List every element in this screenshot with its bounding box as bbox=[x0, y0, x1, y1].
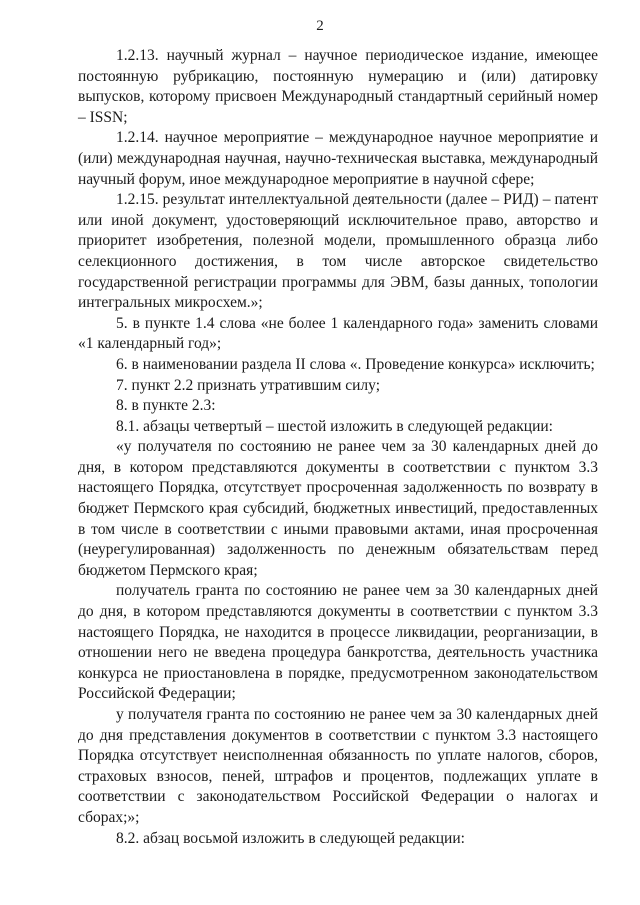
paragraph-item-5: 5. в пункте 1.4 слова «не более 1 календарного года» заменить словами «1 календарный год»; bbox=[78, 314, 598, 353]
paragraph-1-2-14: 1.2.14. научное мероприятие – международное научное мероприятие и (или) международная научная, научно-техническая выставка, международный научный форум, иное международное мероприятие в научной сфере; bbox=[78, 129, 598, 188]
page-number: 2 bbox=[316, 18, 324, 34]
paragraph-item-8-1: 8.1. абзацы четвертый – шестой изложить в следующей редакции: bbox=[116, 417, 553, 435]
paragraph-quote-2: получатель гранта по состоянию не ранее чем за 30 календарных дней до дня, в котором представляются документы в соответствии с пунктом 3.3 настоящего Порядка, не находится в процессе ликвидации, реорганизации, в отношении него не введена процедура банкротства, деятельность участника конкурса не приостановлена в порядке, предусмотренном законодательством Российской Федерации; bbox=[78, 582, 598, 703]
paragraph-quote-3: у получателя гранта по состоянию не ранее чем за 30 календарных дней до дня представления документов в соответствии с пунктом 3.3 настоящего Порядка отсутствует неисполненная обязанность по уплате налогов, сборов, страховых взносов, пеней, штрафов и процентов, подлежащих уплате в соответствии с законодательством Российской Федерации о налогах и сборах;»; bbox=[78, 706, 598, 826]
paragraph-1-2-13: 1.2.13. научный журнал – научное периодическое издание, имеющее постоянную рубрикацию, постоянную нумерацию и (или) датировку выпусков, которому присвоен Международный стандартный серийный номер – ISSN; bbox=[78, 47, 598, 126]
document-body bbox=[78, 46, 598, 849]
paragraph-1-2-15: 1.2.15. результат интеллектуальной деятельности (далее – РИД) – патент или иной документ, удостоверяющий исключительное право, авторство и приоритет изобретения, полезной модели, промышленного образца либо селекционного достижения, в том числе авторское свидетельство государственной регистрации программы для ЭВМ, базы данных, топологии интегральных микросхем.»; bbox=[78, 191, 598, 312]
paragraph-item-6: 6. в наименовании раздела II слова «. Проведение конкурса» исключить; bbox=[116, 355, 595, 373]
paragraph-item-7: 7. пункт 2.2 признать утратившим силу; bbox=[116, 376, 381, 394]
paragraph-item-8-2: 8.2. абзац восьмой изложить в следующей редакции: bbox=[116, 829, 465, 847]
paragraph-quote-1: «у получателя по состоянию не ранее чем за 30 календарных дней до дня, в котором представляются документы в соответствии с пунктом 3.3 настоящего Порядка, отсутствует просроченная задолженность по возврату в бюджет Пермского края субсидий, бюджетных инвестиций, предоставленных в том числе в соответствии с иными правовыми актами, иная просроченная (неурегулированная) задолженность по денежным обязательствам перед бюджетом Пермского края; bbox=[78, 438, 598, 579]
paragraph-item-8: 8. в пункте 2.3: bbox=[116, 397, 216, 415]
